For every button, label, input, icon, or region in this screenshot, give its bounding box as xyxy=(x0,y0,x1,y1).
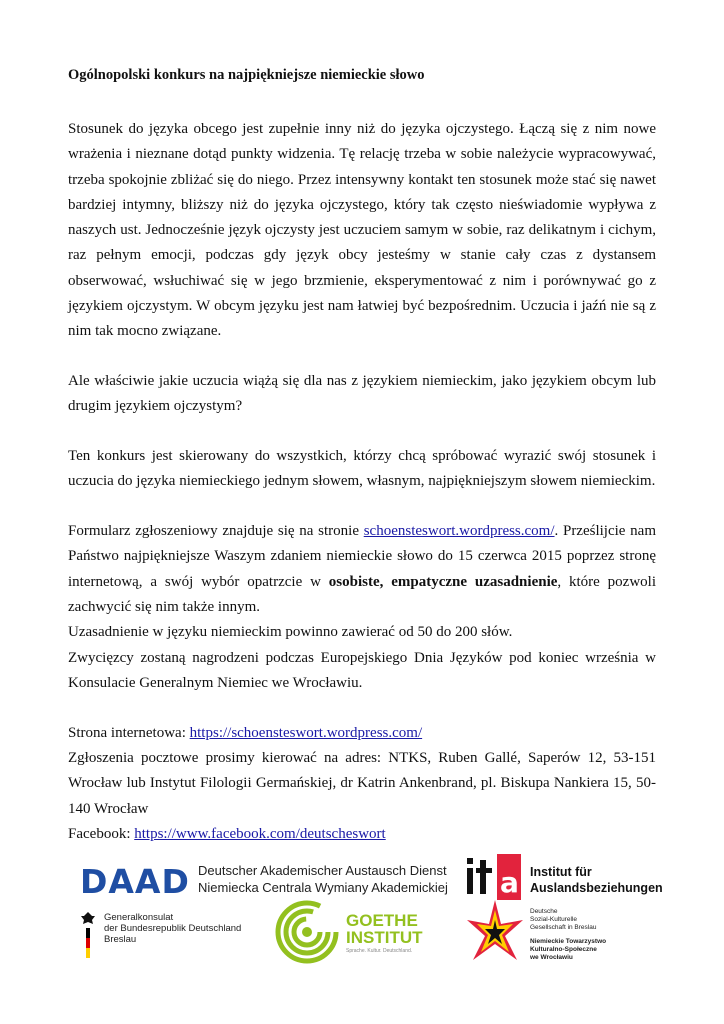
goethe-spiral-icon xyxy=(275,900,339,964)
paragraph-length: Uzasadnienie w języku niemieckim powinno zawierać od 50 do 200 słów. xyxy=(68,624,513,640)
ifa-logo xyxy=(465,854,523,904)
ntks-de-line1: Deutsche xyxy=(530,908,558,915)
svg-text:a: a xyxy=(500,866,519,899)
ntks-logo xyxy=(465,898,525,973)
website-link[interactable]: https://schoensteswort.wordpress.com/ xyxy=(189,725,423,741)
daad-text xyxy=(198,862,448,896)
goethe-line2: INSTITUT xyxy=(346,928,423,947)
consulate-text xyxy=(104,912,241,945)
form-text-b: . Prześlijcie nam Państwo najpiękniejsze Waszym zdaniem niemieckie słowo do 15 czerwca 2015 poprzez stronę internetową, a swój wybór opatrzcie w xyxy=(68,523,656,590)
goethe-tagline: Sprache. Kultur. Deutschland. xyxy=(346,948,413,954)
consulate-line2: der Bundesrepublik Deutschland xyxy=(104,923,242,934)
daad-text-line2: Niemiecka Centrala Wymiany Akademickiej xyxy=(198,880,448,895)
paragraph-website xyxy=(68,721,656,746)
daad-wordmark: DAAD xyxy=(80,862,190,901)
ifa-mark-icon xyxy=(465,854,523,904)
ifa-text-line2: Auslandsbeziehungen xyxy=(530,881,663,895)
form-link[interactable]: schoensteswort.wordpress.com/ xyxy=(363,523,555,539)
paragraph-audience: Ten konkurs jest skierowany do wszystkich, którzy chcą spróbować wyrazić swój stosunek i uczucia do języka niemieckiego jednym słowem, własnym, najpiękniejszym słowem niemieckim. xyxy=(68,448,656,490)
ifa-text-line1: Institut für xyxy=(530,865,592,879)
consulate-line1: Generalkonsulat xyxy=(104,912,174,923)
ntks-pl-line1: Niemieckie Towarzystwo xyxy=(530,938,607,945)
daad-text-line1: Deutscher Akademischer Austausch Dienst xyxy=(198,863,447,878)
daad-logo xyxy=(80,862,190,901)
ifa-text xyxy=(530,864,663,896)
facebook-link[interactable]: https://www.facebook.com/deutscheswort xyxy=(134,826,386,842)
consulate-line3: Breslau xyxy=(104,934,137,945)
paragraph-postal: Zgłoszenia pocztowe prosimy kierować na adres: NTKS, Ruben Gallé, Saperów 12, 53-151 Wrocław lub Instytut Filologii Germańskiej, dr Katrin Ankenbrand, pl. Biskupa Nankiera 15, 50-140 Wrocław xyxy=(68,750,656,817)
website-label: Strona internetowa: xyxy=(68,725,190,741)
eagle-flag-icon xyxy=(80,910,96,962)
goethe-line1: GOETHE xyxy=(346,911,418,930)
form-text-a: Formularz zgłoszeniowy znajduje się na stronie xyxy=(68,523,364,539)
form-text-c: , które pozwoli zachwycić się nim także innym. xyxy=(68,573,656,615)
ntks-de-line3: Gesellschaft in Breslau xyxy=(530,924,597,931)
facebook-label: Facebook: xyxy=(68,826,135,842)
consulate-logo xyxy=(80,910,96,967)
goethe-text xyxy=(346,912,423,956)
ntks-pl-line3: we Wrocławiu xyxy=(530,954,573,961)
page-title: Ogólnopolski konkurs na najpiękniejsze niemieckie słowo xyxy=(68,67,425,83)
paragraph-question: Ale właściwie jakie uczucia wiążą się dla nas z językiem niemieckim, jako językiem obcym lub drugim językiem ojczystym? xyxy=(68,373,656,415)
paragraph-winners: Zwycięzcy zostaną nagrodzeni podczas Europejskiego Dnia Języków pod koniec września w Konsulacie Generalnym Niemiec we Wrocławiu. xyxy=(68,650,656,692)
ntks-text xyxy=(530,908,606,962)
ntks-de-line2: Sozial-Kulturelle xyxy=(530,916,577,923)
ntks-star-icon xyxy=(465,898,525,968)
paragraph-form xyxy=(68,519,656,620)
paragraph-intro: Stosunek do języka obcego jest zupełnie inny niż do języka ojczystego. Łączą się z nim nowe wrażenia i nieznane dotąd punkty widzenia. Tę relację trzeba w sobie należycie wypracowywać, trzeba spokojnie zbliżać się do niego. Przez intensywny kontakt ten stosunek może stać się nawet bardziej intymny, bliższy niż do języka ojczystego, który tak często nieświadomie wypływa z naszych ust. Jednocześnie język ojczysty jest uczuciem samym w sobie, raz delikatnym i cichym, raz pełnym emocji, podczas gdy język obcy jesteśmy w stanie cały czas z dystansem obserwować, wsłuchiwać się w jego brzmienie, eksperymentować z nim i porównywać go z językiem ojczystym. W obcym języku jest nam łatwiej być bezpośrednim. Uczucia i jaźń nie są z nim tak mocno związane. xyxy=(68,121,656,340)
ntks-pl-line2: Kulturalno-Społeczne xyxy=(530,946,597,953)
goethe-logo xyxy=(275,900,339,969)
sponsor-logos xyxy=(60,848,663,988)
paragraph-facebook xyxy=(68,822,656,847)
form-text-bold: osobiste, empatyczne uzasadnienie xyxy=(328,573,558,590)
